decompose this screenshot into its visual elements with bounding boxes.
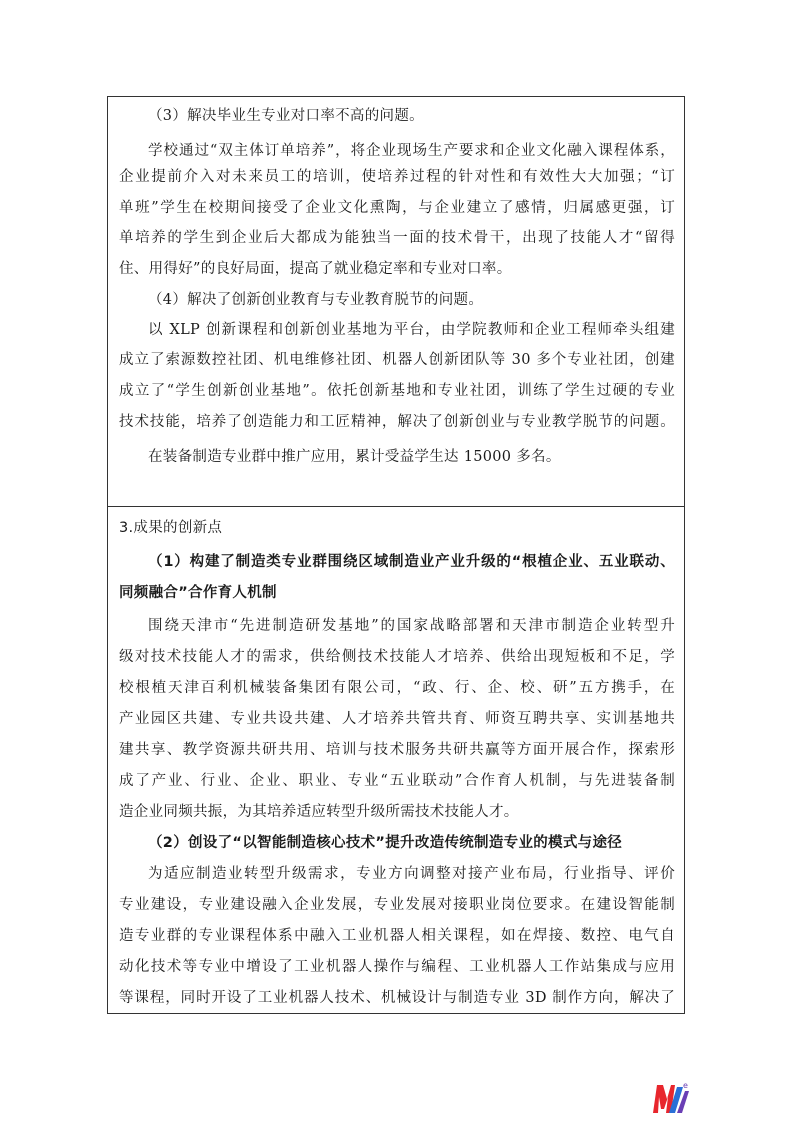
- content-table: [107, 96, 685, 1014]
- section-title: 3.成果的创新点: [119, 520, 223, 536]
- heading-2: （2）创设了“以智能制造核心技术”提升改造传统制造专业的模式与途径: [148, 835, 623, 851]
- text-line: 围绕天津市“先进制造研发基地”的国家战略部署和天津市制造企业转型升: [148, 618, 675, 634]
- text-line: 为适应制造业转型升级需求，专业方向调整对接产业布局，行业指导、评价: [148, 866, 675, 882]
- text-line: 动化技术等专业中增设了工业机器人操作与编程、工业机器人工作站集成与应用: [119, 959, 675, 975]
- text-line: 单班”学生在校期间接受了企业文化熏陶，与企业建立了感情，归属感更强，订: [119, 200, 675, 216]
- text-line: 成立了“学生创新创业基地”。依托创新基地和专业社团，训练了学生过硬的专业: [119, 383, 675, 399]
- heading-1: （1）构建了制造类专业群围绕区域制造业产业升级的“根植企业、五业联动、: [148, 554, 675, 570]
- text-line: 建共享、教学资源共研共用、培训与技术服务共研共赢等方面开展合作，探索形: [119, 742, 675, 758]
- text-line: 学校通过“双主体订单培养”，将企业现场生产要求和企业文化融入课程体系，: [148, 143, 675, 159]
- text-line: 成立了索源数控社团、机电维修社团、机器人创新团队等 30 多个专业社团，创建: [119, 352, 675, 368]
- text-line: 住、用得好”的良好局面，提高了就业稳定率和专业对口率。: [119, 261, 512, 277]
- text-line: 企业提前介入对未来员工的培训，使培养过程的针对性和有效性大大加强；“订: [119, 169, 675, 185]
- text-line: 造专业群的专业课程体系中融入工业机器人相关课程，如在焊接、数控、电气自: [119, 928, 675, 944]
- text-line: 专业建设，专业建设融入企业发展，专业发展对接职业岗位要求。在建设智能制: [119, 897, 675, 913]
- subheading-3: （3）解决毕业生专业对口率不高的问题。: [148, 108, 424, 124]
- heading-1-cont: 同频融合”合作育人机制: [119, 585, 277, 601]
- svg-text:e: e: [683, 1081, 688, 1090]
- text-line: 以 XLP 创新课程和创新创业基地为平台，由学院教师和企业工程师牵头组建: [148, 322, 675, 338]
- text-line: 造企业同频共振，为其培养适应转型升级所需技术技能人才。: [119, 804, 519, 820]
- subheading-4: （4）解决了创新创业教育与专业教育脱节的问题。: [148, 292, 484, 308]
- text-line: 级对技术技能人才的需求，供给侧技术技能人才培养、供给出现短板和不足，学: [119, 649, 675, 665]
- publisher-logo-icon: [651, 1079, 691, 1115]
- text-line: 产业园区共建、专业共设共建、人才培养共管共育、师资互聘共享、实训基地共: [119, 711, 675, 727]
- text-line: 在装备制造专业群中推广应用，累计受益学生达 15000 多名。: [148, 449, 561, 465]
- row-divider: [108, 506, 684, 507]
- text-line: 等课程，同时开设了工业机器人技术、机械设计与制造专业 3D 制作方向，解决了: [119, 990, 675, 1006]
- text-line: 成了产业、行业、企业、职业、专业“五业联动”合作育人机制，与先进装备制: [119, 773, 675, 789]
- text-line: 技术技能，培养了创造能力和工匠精神，解决了创新创业与专业教学脱节的问题。: [119, 414, 675, 430]
- text-line: 单培养的学生到企业后大都成为能独当一面的技术骨干，出现了技能人才“留得: [119, 230, 675, 246]
- text-line: 校根植天津百利机械装备集团有限公司，“政、行、企、校、研”五方携手，在: [119, 680, 675, 696]
